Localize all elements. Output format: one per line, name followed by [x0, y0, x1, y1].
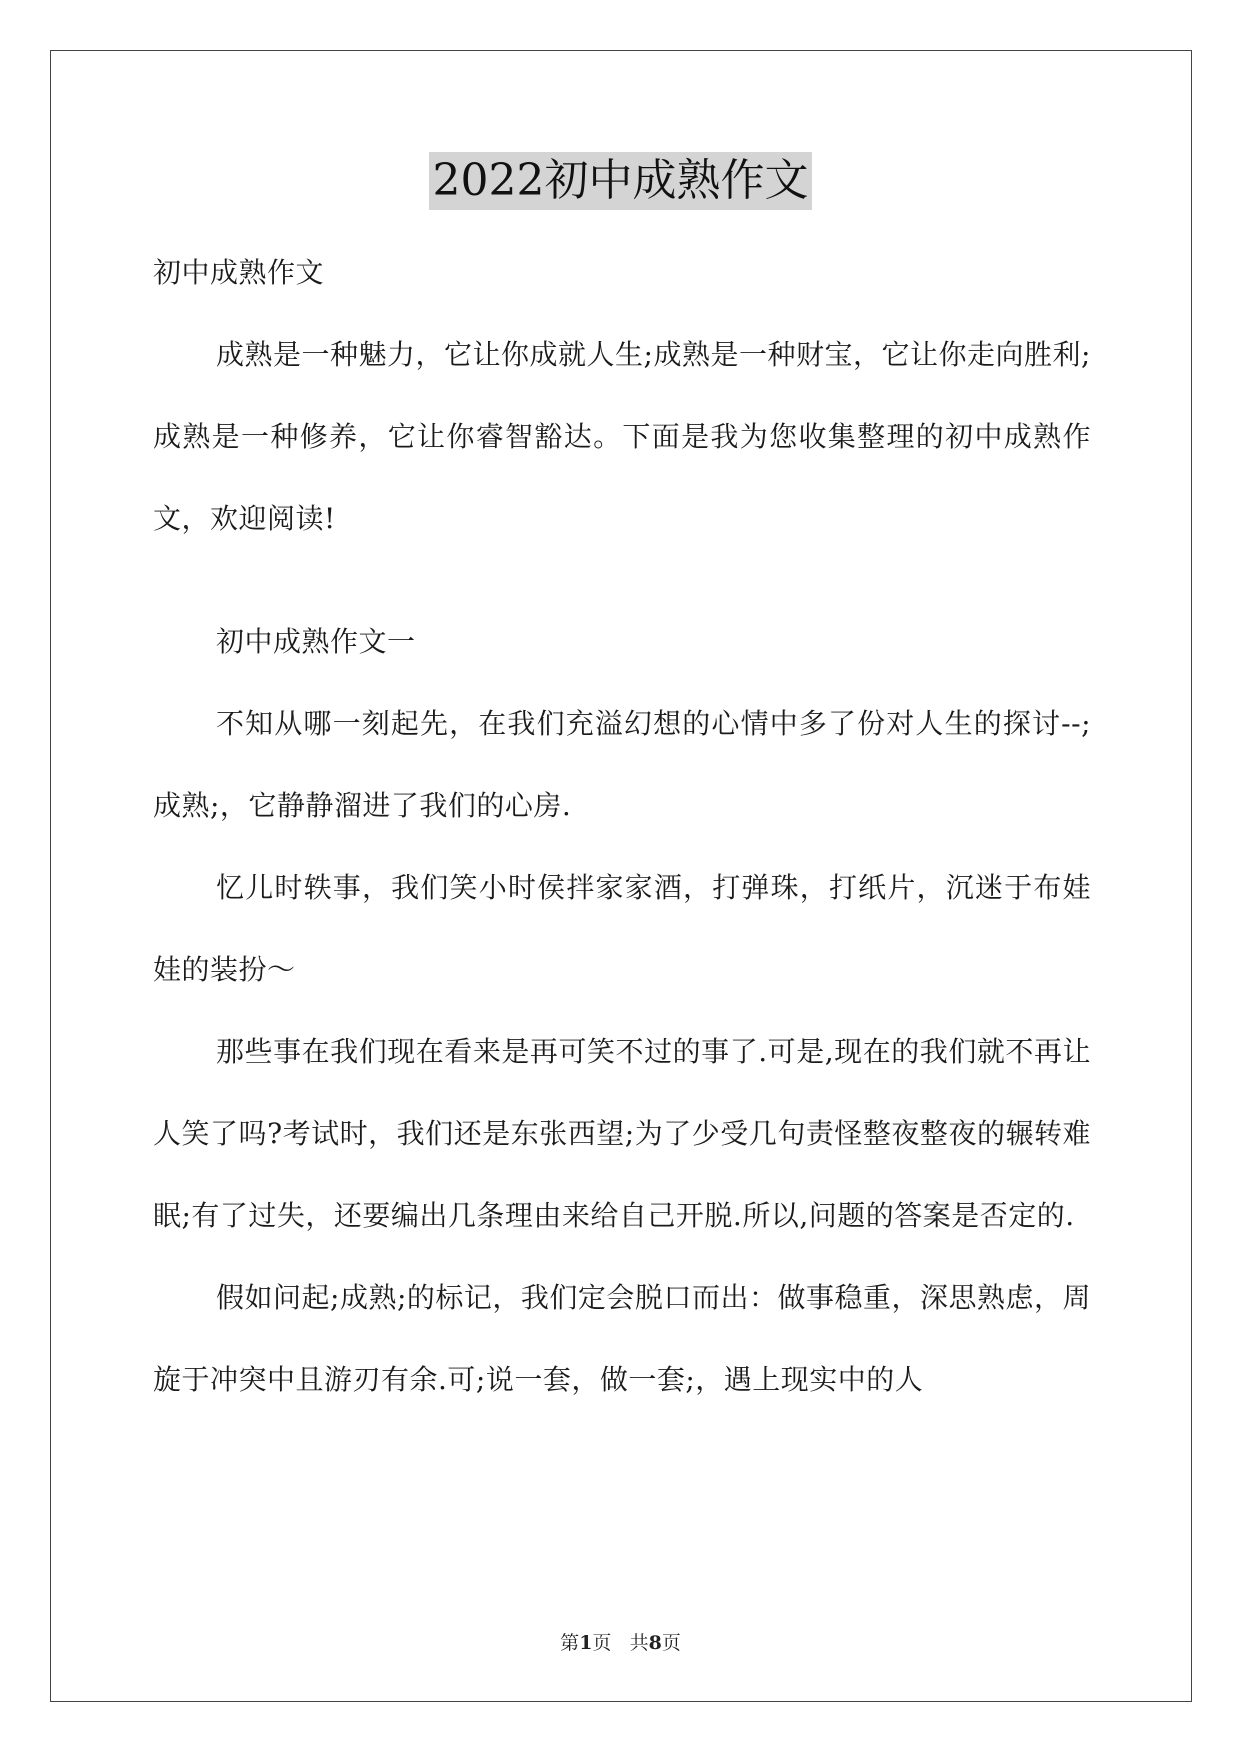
- document-title: 2022初中成熟作文: [429, 152, 813, 210]
- body-paragraph: 忆儿时轶事，我们笑小时侯拌家家酒，打弹珠，打纸片，沉迷于布娃娃的装扮～: [153, 871, 1091, 986]
- section-gap: [153, 560, 1091, 601]
- body-paragraph: 不知从哪一刻起先，在我们充溢幻想的心情中多了份对人生的探讨--;成熟;，它静静溜进了我们的心房.: [153, 707, 1091, 822]
- body-paragraph: 假如问起;成熟;的标记，我们定会脱口而出：做事稳重，深思熟虑，周旋于冲突中且游刃有余.可;说一套，做一套;，遇上现实中的人: [153, 1281, 1091, 1396]
- document-body: [153, 232, 1091, 1421]
- section-heading: 初中成熟作文一: [216, 625, 416, 658]
- body-paragraph: 那些事在我们现在看来是再可笑不过的事了.可是,现在的我们就不再让人笑了吗?考试时，我们还是东张西望;为了少受几句责怪整夜整夜的辗转难眠;有了过失，还要编出几条理由来给自己开脱.所以,问题的答案是否定的.: [153, 1035, 1091, 1232]
- page-prefix: 第: [560, 1632, 580, 1654]
- intro-paragraph: 成熟是一种魅力，它让你成就人生;成熟是一种财宝，它让你走向胜利;成熟是一种修养，它让你睿智豁达。下面是我为您收集整理的初中成熟作文，欢迎阅读!: [153, 338, 1091, 535]
- subtitle: 初中成熟作文: [153, 256, 325, 289]
- total-pages: 8: [648, 1632, 662, 1654]
- title-block: [0, 152, 1241, 210]
- total-prefix: 共: [629, 1632, 649, 1654]
- total-suffix: 页: [661, 1632, 681, 1654]
- page-number: 1: [579, 1632, 593, 1654]
- page-suffix: 页: [592, 1632, 612, 1654]
- page-footer: [0, 1628, 1241, 1655]
